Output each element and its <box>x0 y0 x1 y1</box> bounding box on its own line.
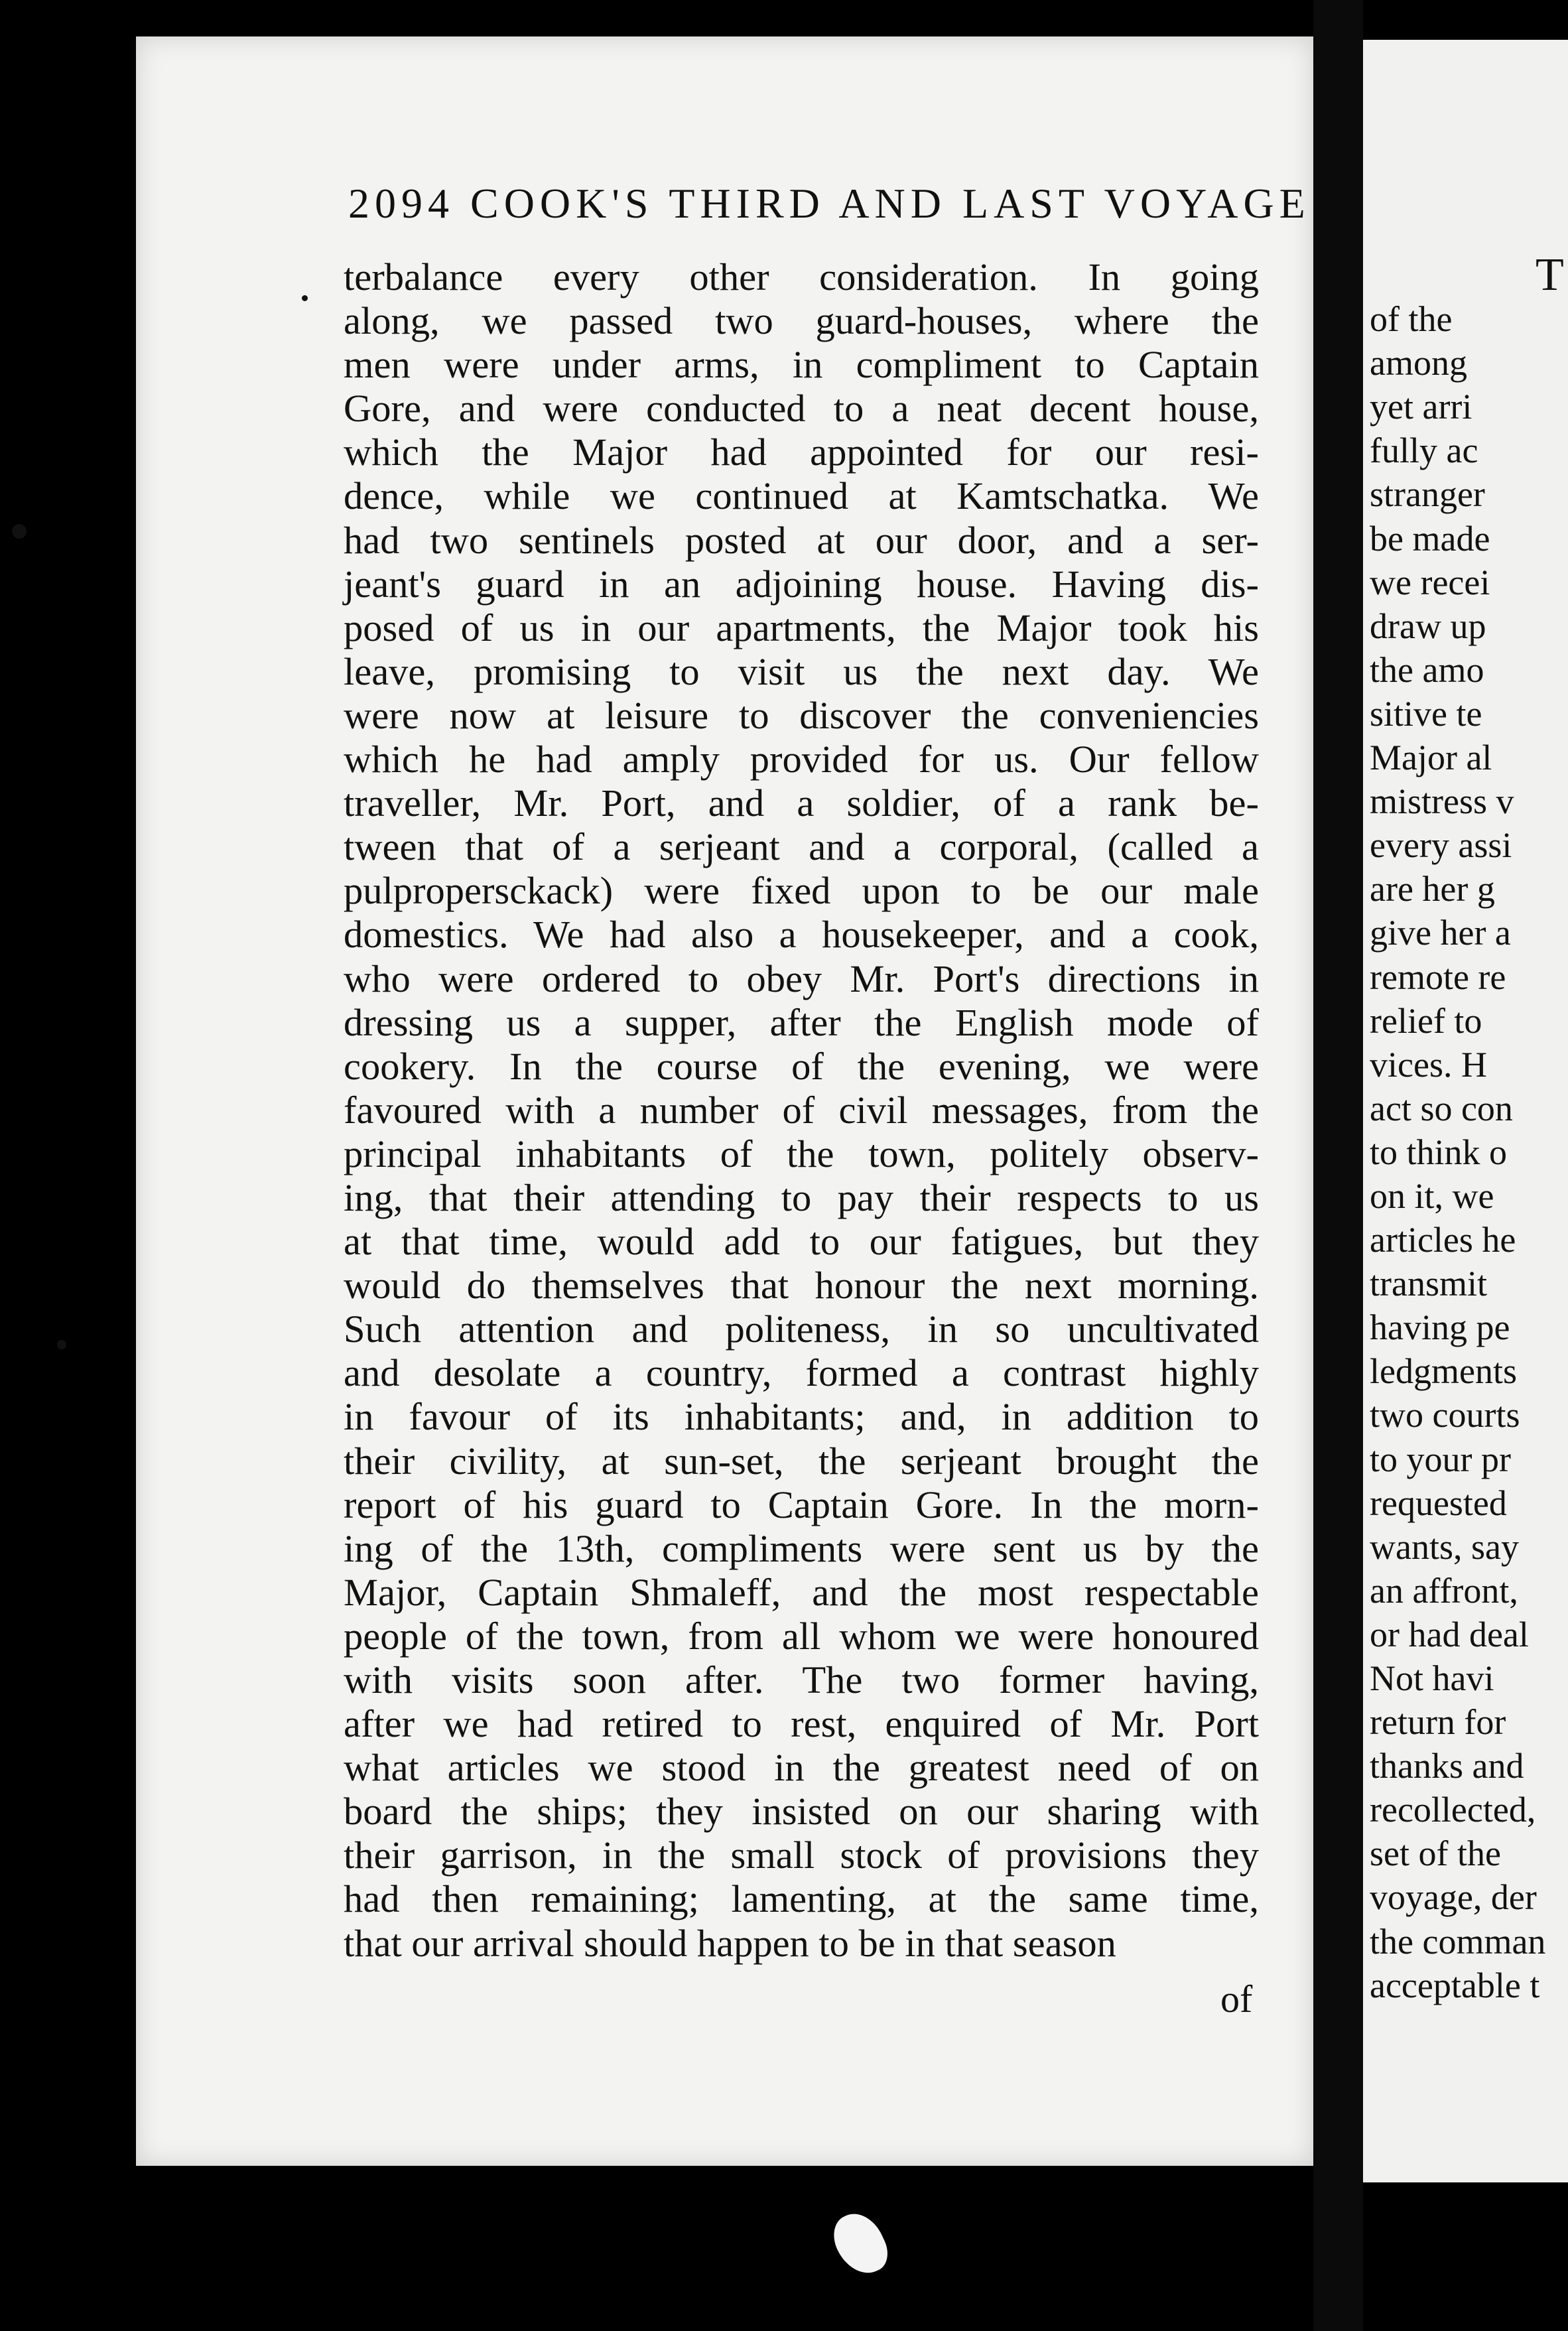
text-line: dressing us a supper, after the English mode of <box>344 1000 1259 1044</box>
text-line: had two sentinels posted at our door, and a ser- <box>344 518 1259 562</box>
text-line: with visits soon after. The two former having, <box>344 1658 1259 1701</box>
text-line: which the Major had appointed for our resi- <box>344 431 1259 474</box>
right-text-line: remote re <box>1370 957 1506 997</box>
text-line: ing, that their attending to pay their respects to us <box>344 1175 1259 1219</box>
right-text-line: yet arri <box>1370 387 1472 427</box>
text-line: terbalance every other consideration. In going <box>344 255 1259 299</box>
right-page-body <box>1370 253 1568 2007</box>
text-line: leave, promising to visit us the next day. We <box>344 649 1259 693</box>
text-line: pulpropersckack) were fixed upon to be our male <box>344 869 1259 913</box>
text-line: principal inhabitants of the town, politely observ- <box>344 1132 1259 1175</box>
text-line: at that time, would add to our fatigues, but they <box>344 1220 1259 1264</box>
text-line: cookery. In the course of the evening, we were <box>344 1044 1259 1088</box>
text-line: ing of the 13th, compliments were sent us by the <box>344 1526 1259 1570</box>
right-text-line: having pe <box>1370 1307 1510 1348</box>
right-text-line: or had deal <box>1370 1614 1529 1654</box>
text-line: report of his guard to Captain Gore. In the morn- <box>344 1483 1259 1526</box>
text-line: that our arrival should happen to be in that season <box>344 1921 1116 1965</box>
right-text-line: we recei <box>1370 562 1490 602</box>
right-text-line: ledgments <box>1370 1351 1517 1392</box>
right-text-line: return for <box>1370 1702 1506 1743</box>
ink-speck <box>12 524 27 539</box>
right-text-line: two courts <box>1370 1395 1520 1435</box>
right-text-line: every assi <box>1370 825 1512 866</box>
ink-speck <box>302 295 308 301</box>
right-text-line: fully ac <box>1370 431 1478 471</box>
text-line: dence, while we continued at Kamtschatka. We <box>344 474 1259 518</box>
text-line: who were ordered to obey Mr. Port's directions in <box>344 957 1259 1000</box>
right-text-line: be made <box>1370 518 1490 559</box>
right-text-line: sitive te <box>1370 693 1482 734</box>
text-line: board the ships; they insisted on our sharing with <box>344 1790 1259 1833</box>
right-text-line: of the <box>1370 299 1453 340</box>
text-line: tween that of a serjeant and a corporal, (called a <box>344 825 1259 869</box>
right-text-line: Not havi <box>1370 1658 1494 1698</box>
text-line: Such attention and politeness, in so uncultivated <box>344 1307 1259 1351</box>
right-text-line: articles he <box>1370 1220 1516 1260</box>
right-text-line: on it, we <box>1370 1175 1494 1216</box>
right-text-line: relief to <box>1370 1000 1482 1041</box>
text-line: and desolate a country, formed a contrast highly <box>344 1351 1259 1395</box>
right-page-initial: T <box>1535 253 1564 298</box>
left-page-body <box>344 255 1259 1965</box>
text-line: jeant's guard in an adjoining house. Having dis- <box>344 562 1259 606</box>
text-line: domestics. We had also a housekeeper, and a cook, <box>344 913 1259 957</box>
right-text-line: give her a <box>1370 913 1511 953</box>
catchword: of <box>1220 1977 1253 2021</box>
text-line: what articles we stood in the greatest need of on <box>344 1746 1259 1790</box>
right-text-line: to your pr <box>1370 1439 1511 1479</box>
text-line: would do themselves that honour the next morning. <box>344 1264 1259 1307</box>
right-text-line: acceptable t <box>1370 1965 1540 2005</box>
ink-speck <box>57 1340 66 1349</box>
right-text-line: mistress v <box>1370 781 1514 822</box>
text-line: favoured with a number of civil messages, from the <box>344 1088 1259 1132</box>
right-text-line: set of the <box>1370 1833 1501 1874</box>
right-text-line: an affront, <box>1370 1570 1518 1611</box>
right-text-line: act so con <box>1370 1088 1513 1128</box>
right-text-line: requested <box>1370 1483 1507 1523</box>
right-text-line: draw up <box>1370 606 1486 646</box>
text-line: traveller, Mr. Port, and a soldier, of a rank be- <box>344 781 1259 825</box>
text-line: their garrison, in the small stock of provisions they <box>344 1833 1259 1877</box>
right-text-line: stranger <box>1370 474 1485 515</box>
right-text-line: wants, say <box>1370 1526 1519 1567</box>
book-gutter <box>1313 0 1363 2331</box>
right-text-line: are her g <box>1370 869 1495 909</box>
text-line: Gore, and were conducted to a neat decent house, <box>344 387 1259 431</box>
text-line: people of the town, from all whom we were honoured <box>344 1614 1259 1658</box>
text-line: men were under arms, in compliment to Captain <box>344 343 1259 387</box>
text-line: were now at leisure to discover the conveniencies <box>344 693 1259 737</box>
right-text-line: to think o <box>1370 1132 1508 1172</box>
right-text-line: recollected, <box>1370 1790 1536 1830</box>
right-text-line: the comman <box>1370 1921 1546 1962</box>
right-text-line: transmit <box>1370 1264 1487 1304</box>
text-line: Major, Captain Shmaleff, and the most respectable <box>344 1570 1259 1614</box>
text-line: after we had retired to rest, enquired of Mr. Port <box>344 1702 1259 1746</box>
right-text-line: voyage, der <box>1370 1877 1537 1918</box>
right-text-line: vices. H <box>1370 1044 1487 1085</box>
running-header: 2094 COOK'S THIRD AND LAST VOYAGE <box>348 180 1311 227</box>
right-text-line: the amo <box>1370 649 1484 690</box>
right-text-line: among <box>1370 343 1467 383</box>
text-line: along, we passed two guard-houses, where the <box>344 299 1259 343</box>
text-line: had then remaining; lamenting, at the same time, <box>344 1877 1259 1921</box>
text-line: which he had amply provided for us. Our fellow <box>344 738 1259 781</box>
text-line: in favour of its inhabitants; and, in addition to <box>344 1395 1259 1439</box>
text-line: their civility, at sun-set, the serjeant brought the <box>344 1439 1259 1483</box>
text-line: posed of us in our apartments, the Major took his <box>344 606 1259 649</box>
paper-tear-mark <box>826 2206 895 2283</box>
right-text-line: Major al <box>1370 738 1492 778</box>
right-text-line: thanks and <box>1370 1746 1524 1786</box>
